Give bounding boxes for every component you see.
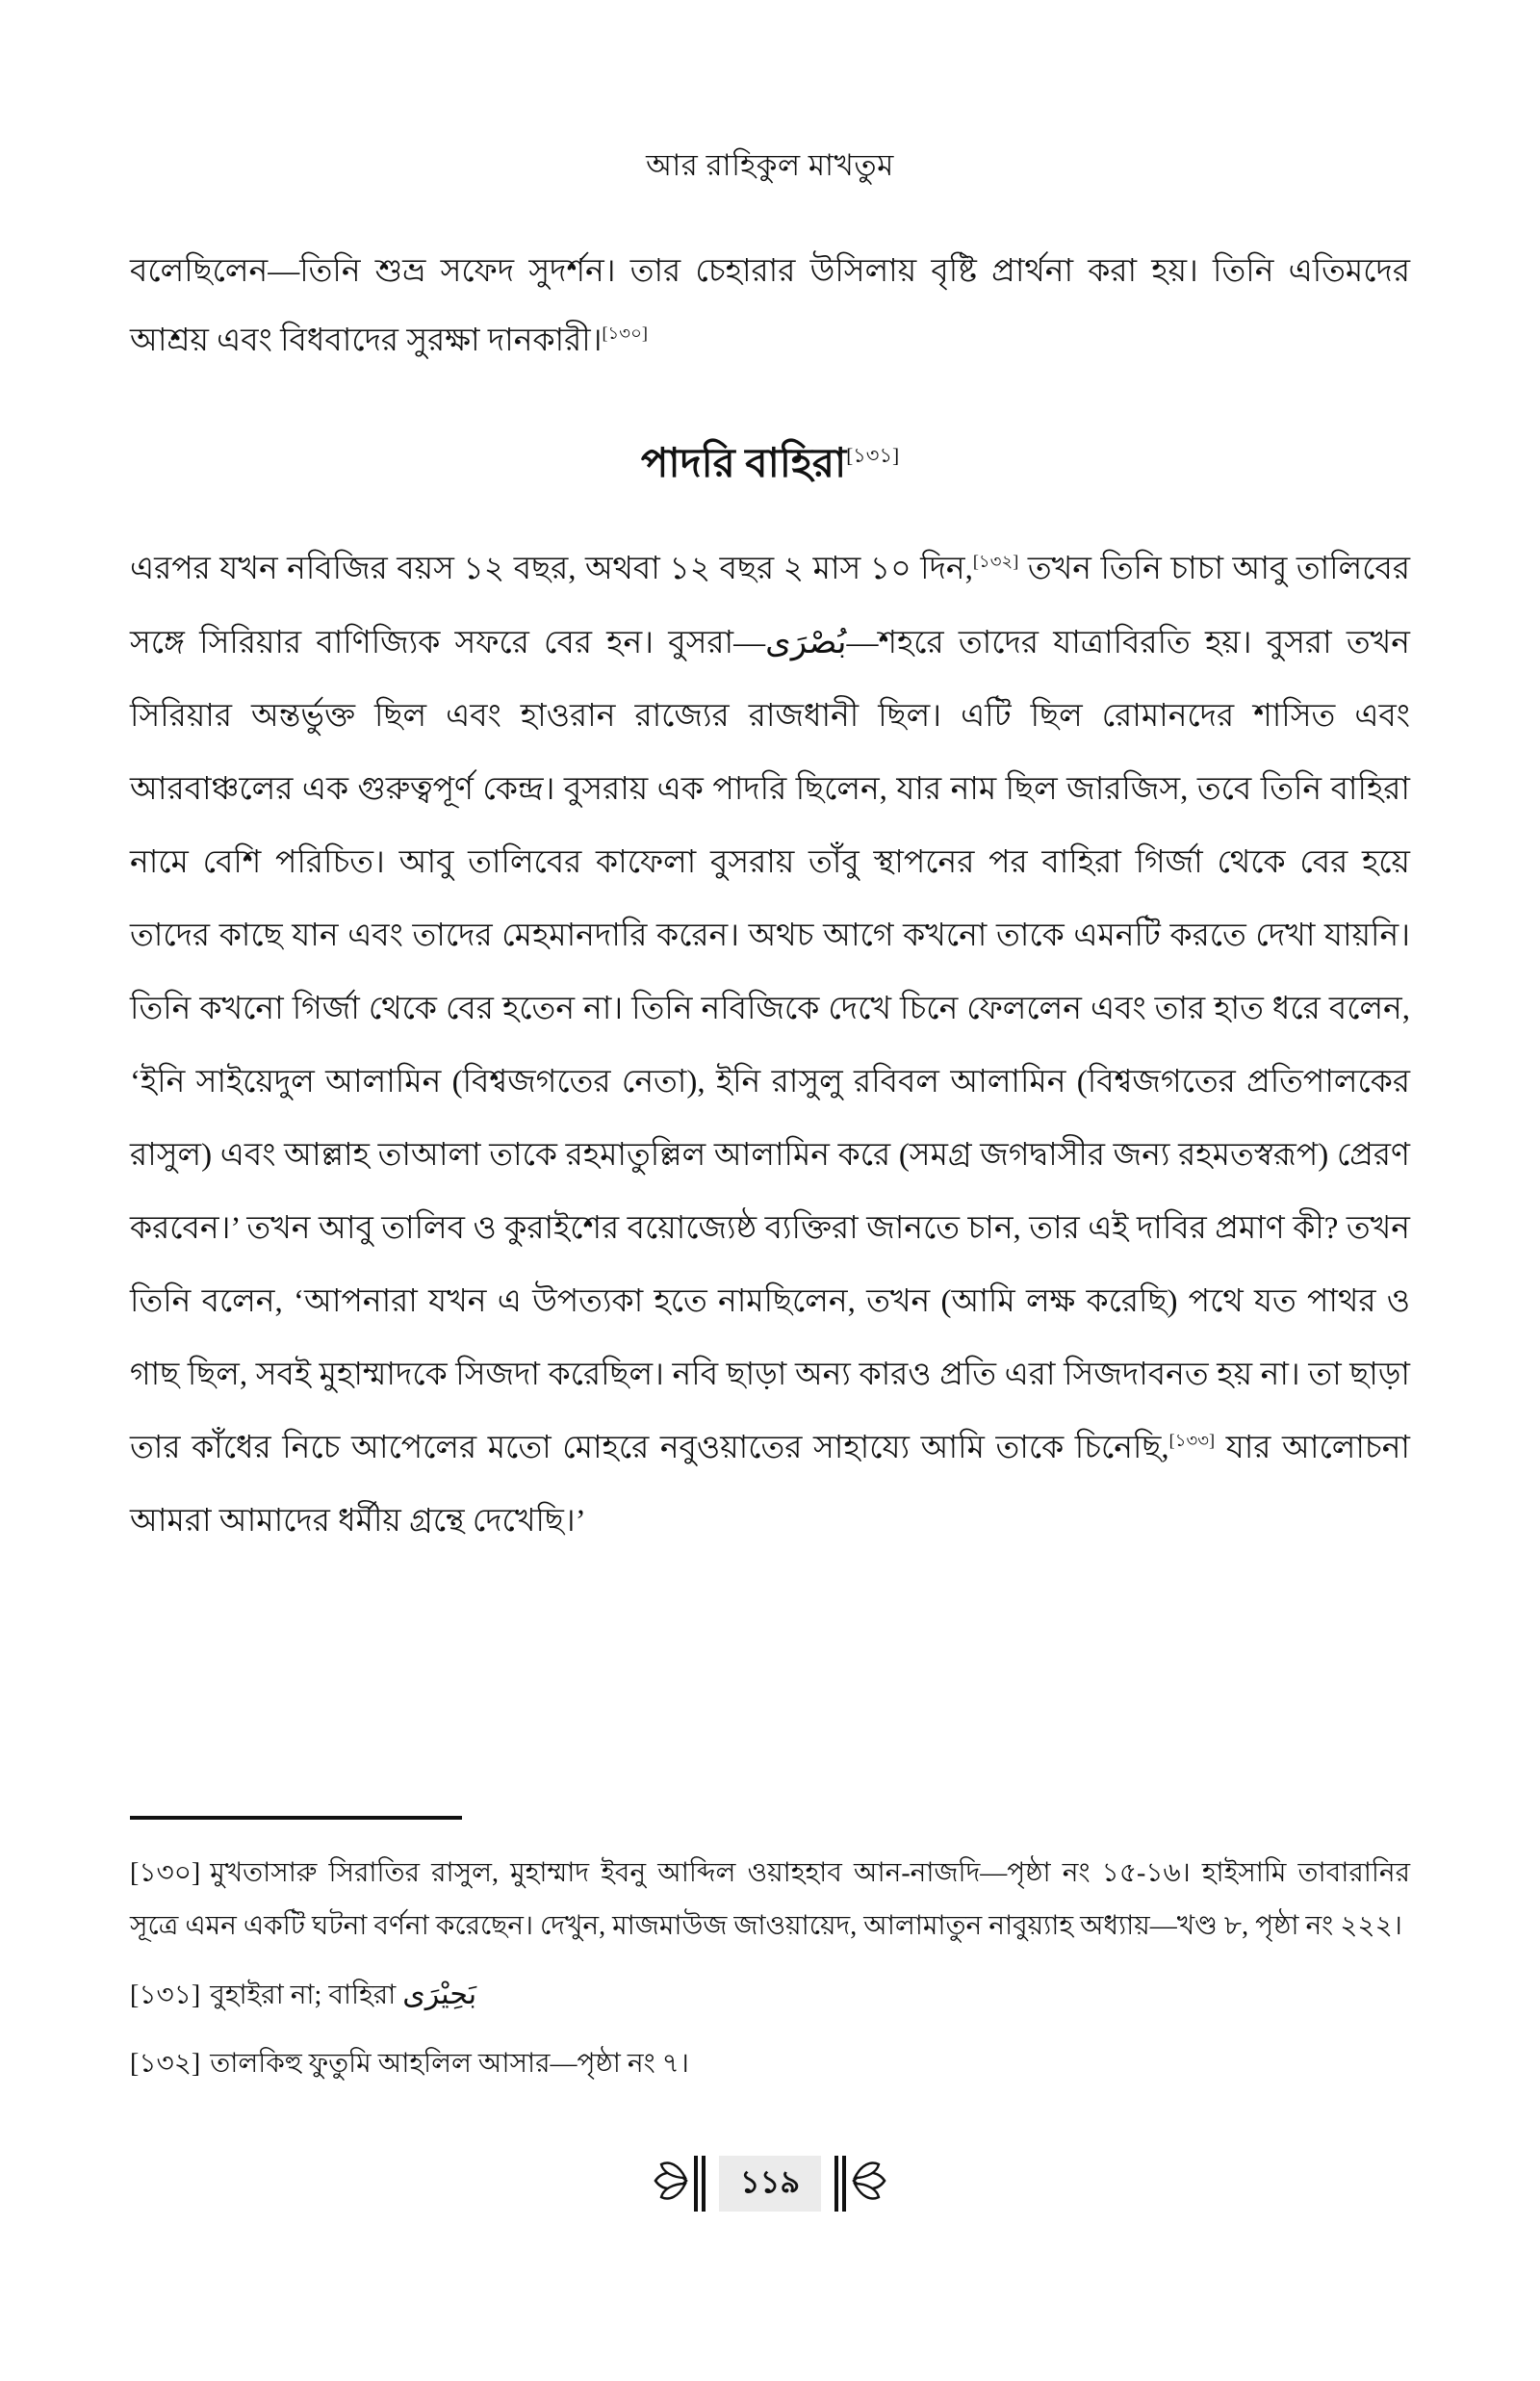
footnote-marker: [১৩২] xyxy=(130,2049,201,2079)
footnote-ref-130: [১৩০] xyxy=(602,324,648,343)
footnote-text: তালকিহু ফুতুমি আহলিল আসার—পৃষ্ঠা নং ৭। xyxy=(210,2049,689,2079)
body-text-segment: তখন তিনি চাচা আবু তালিবের সঙ্গে সিরিয়ার বাণিজ্যিক সফরে বের হন। বুসরা— xyxy=(130,552,1410,660)
footnote-ref-132: [১৩২] xyxy=(972,552,1019,571)
double-bar-right-icon xyxy=(834,2156,846,2212)
intro-paragraph xyxy=(130,237,1410,375)
double-bar-left-icon xyxy=(694,2156,706,2212)
footnote-marker: [১৩১] xyxy=(130,1980,201,2010)
footnote-marker: [১৩০] xyxy=(130,1858,201,1888)
body-text-segment: যার আলোচনা আমরা আমাদের ধর্মীয় গ্রন্থে দেখেছি।’ xyxy=(130,1431,1410,1539)
footnote-130 xyxy=(130,1847,1410,1953)
body-paragraph xyxy=(130,532,1410,1558)
intro-text: বলেছিলেন—তিনি শুভ্র সফেদ সুদর্শন। তার চেহারার উসিলায় বৃষ্টি প্রার্থনা করা হয়। তিনি এতিমদের আশ্রয় এবং বিধবাদের সুরক্ষা দানকারী। xyxy=(130,254,1410,358)
arabic-word-bahira: بَحِيْرَى xyxy=(402,1978,477,2011)
footnote-separator xyxy=(130,1816,462,1820)
arabic-word-busra: بُصْرَى xyxy=(765,623,847,661)
page-footer xyxy=(0,2153,1540,2213)
footnote-131 xyxy=(130,1968,1410,2022)
section-heading-text: পাদরি বাহিরা xyxy=(640,442,847,486)
footnote-ref-133: [১৩৩] xyxy=(1168,1431,1216,1450)
body-text-segment: এরপর যখন নবিজির বয়স ১২ বছর, অথবা ১২ বছর ২ মাস ১০ দিন, xyxy=(130,552,973,586)
footnote-text: বুহাইরা না; বাহিরা xyxy=(210,1980,403,2010)
footnote-132 xyxy=(130,2037,1410,2090)
running-header xyxy=(130,142,1410,193)
page-number: ১১৯ xyxy=(719,2156,821,2212)
footnotes-section xyxy=(130,1816,1410,2106)
floral-ornament-right-icon xyxy=(852,2153,886,2213)
floral-ornament-left-icon xyxy=(654,2153,688,2213)
footnote-ref-131: [১৩১] xyxy=(846,444,900,467)
footnote-text: মুখতাসারু সিরাতির রাসুল, মুহাম্মাদ ইবনু আব্দিল ওয়াহহাব আন-নাজদি—পৃষ্ঠা নং ১৫-১৬। হাইসামি তাবারানির সূত্রে এমন একটি ঘটনা বর্ণনা করেছেন। দেখুন, মাজমাউজ জাওয়ায়েদ, আলামাতুন নাবুয়্যাহ অধ্যায়—খণ্ড ৮, পৃষ্ঠা নং ২২২। xyxy=(130,1858,1410,1941)
book-title: আর রাহিকুল মাখতুম xyxy=(646,148,894,182)
section-heading xyxy=(130,431,1410,500)
body-text-segment: —শহরে তাদের যাত্রাবিরতি হয়। বুসরা তখন সিরিয়ার অন্তর্ভুক্ত ছিল এবং হাওরান রাজ্যের রাজধানী ছিল। এটি ছিল রোমানদের শাসিত এবং আরবাঞ্চলের এক গুরুত্বপূর্ণ কেন্দ্র। বুসরায় এক পাদরি ছিলেন, যার নাম ছিল জারজিস, তবে তিনি বাহিরা নামে বেশি পরিচিত। আবু তালিবের কাফেলা বুসরায় তাঁবু স্থাপনের পর বাহিরা গির্জা থেকে বের হয়ে তাদের কাছে যান এবং তাদের মেহমানদারি করেন। অথচ আগে কখনো তাকে এমনটি করতে দেখা যায়নি। তিনি কখনো গির্জা থেকে বের হতেন না। তিনি নবিজিকে দেখে চিনে ফেললেন এবং তার হাত ধরে বলেন, ‘ইনি সাইয়েদুল আলামিন (বিশ্বজগতের নেতা), ইনি রাসুলু রবিবল আলামিন (বিশ্বজগতের প্রতিপালকের রাসুল) এবং আল্লাহ তাআলা তাকে রহমাতুল্লিল আলামিন করে (সমগ্র জগদ্বাসীর জন্য রহমতস্বরূপ) প্রেরণ করবেন।’ তখন আবু তালিব ও কুরাইশের বয়োজ্যেষ্ঠ ব্যক্তিরা জানতে চান, তার এই দাবির প্রমাণ কী? তখন তিনি বলেন, ‘আপনারা যখন এ উপত্যকা হতে নামছিলেন, তখন (আমি লক্ষ করেছি) পথে যত পাথর ও গাছ ছিল, সবই মুহাম্মাদকে সিজদা করেছিল। নবি ছাড়া অন্য কারও প্রতি এরা সিজদাবনত হয় না। তা ছাড়া তার কাঁধের নিচে আপেলের মতো মোহরে নবুওয়াতের সাহায্যে আমি তাকে চিনেছি, xyxy=(130,626,1410,1465)
